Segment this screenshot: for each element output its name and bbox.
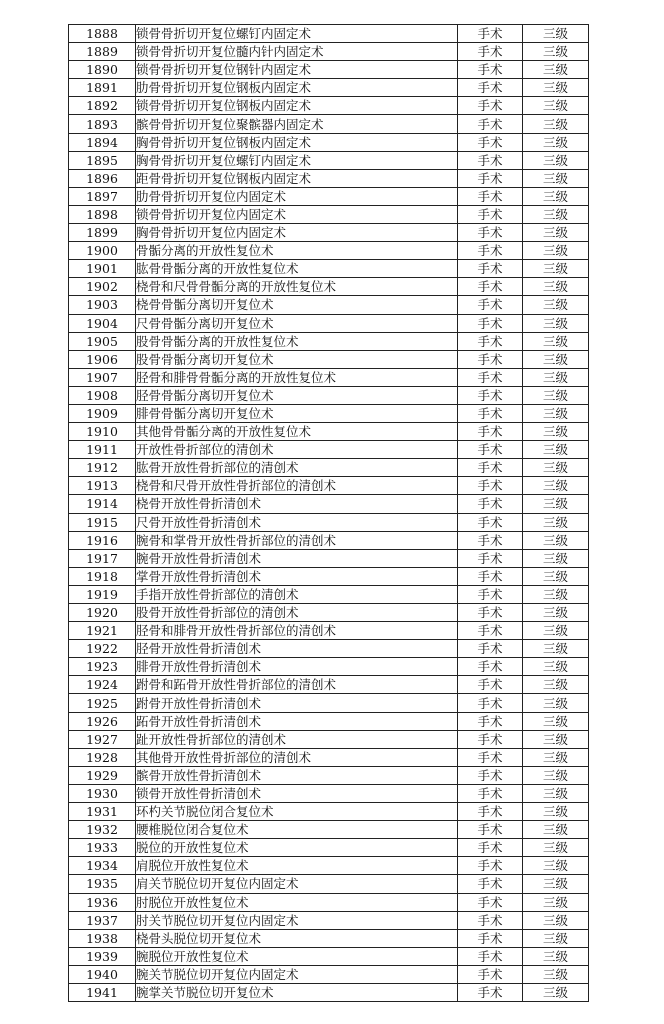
procedure-type-cell: 手术 (458, 622, 523, 640)
procedure-name-cell: 胸骨骨折切开复位内固定术 (136, 224, 458, 242)
procedure-name-cell: 桡骨骨骺分离切开复位术 (136, 296, 458, 314)
procedure-type-cell: 手术 (458, 712, 523, 730)
row-number-cell: 1909 (69, 404, 136, 422)
row-number-cell: 1930 (69, 784, 136, 802)
row-number-cell: 1931 (69, 803, 136, 821)
procedure-type-cell: 手术 (458, 169, 523, 187)
procedure-type-cell: 手术 (458, 983, 523, 1001)
procedure-type-cell: 手术 (458, 332, 523, 350)
procedure-level-cell: 三级 (523, 43, 589, 61)
procedure-level-cell: 三级 (523, 187, 589, 205)
row-number-cell: 1938 (69, 929, 136, 947)
table-row (69, 694, 589, 712)
procedure-type-cell: 手术 (458, 821, 523, 839)
row-number-cell: 1889 (69, 43, 136, 61)
row-number-cell: 1935 (69, 875, 136, 893)
procedure-type-cell: 手术 (458, 839, 523, 857)
table-row (69, 368, 589, 386)
procedure-level-cell: 三级 (523, 314, 589, 332)
procedure-type-cell: 手术 (458, 585, 523, 603)
row-number-cell: 1941 (69, 983, 136, 1001)
table-row (69, 296, 589, 314)
table-row (69, 187, 589, 205)
row-number-cell: 1892 (69, 97, 136, 115)
row-number-cell: 1910 (69, 423, 136, 441)
row-number-cell: 1896 (69, 169, 136, 187)
table-row (69, 875, 589, 893)
procedure-level-cell: 三级 (523, 151, 589, 169)
procedure-level-cell: 三级 (523, 224, 589, 242)
procedure-level-cell: 三级 (523, 640, 589, 658)
table-row (69, 730, 589, 748)
row-number-cell: 1936 (69, 893, 136, 911)
procedure-type-cell: 手术 (458, 314, 523, 332)
procedure-level-cell: 三级 (523, 965, 589, 983)
procedure-level-cell: 三级 (523, 169, 589, 187)
procedure-name-cell: 尺骨开放性骨折清创术 (136, 513, 458, 531)
procedure-name-cell: 距骨骨折切开复位钢板内固定术 (136, 169, 458, 187)
procedure-type-cell: 手术 (458, 929, 523, 947)
row-number-cell: 1911 (69, 441, 136, 459)
table-row (69, 79, 589, 97)
procedure-type-cell: 手术 (458, 784, 523, 802)
procedure-type-cell: 手术 (458, 604, 523, 622)
procedure-level-cell: 三级 (523, 296, 589, 314)
procedure-name-cell: 其他骨开放性骨折部位的清创术 (136, 748, 458, 766)
procedure-name-cell: 跗骨和跖骨开放性骨折部位的清创术 (136, 676, 458, 694)
procedure-type-cell: 手术 (458, 459, 523, 477)
row-number-cell: 1919 (69, 585, 136, 603)
table-row (69, 929, 589, 947)
procedure-level-cell: 三级 (523, 133, 589, 151)
procedure-type-cell: 手术 (458, 115, 523, 133)
table-row (69, 332, 589, 350)
procedure-level-cell: 三级 (523, 784, 589, 802)
procedure-type-cell: 手术 (458, 766, 523, 784)
procedure-level-cell: 三级 (523, 205, 589, 223)
procedure-type-cell: 手术 (458, 205, 523, 223)
table-row (69, 531, 589, 549)
row-number-cell: 1888 (69, 25, 136, 43)
procedure-type-cell: 手术 (458, 260, 523, 278)
table-row (69, 386, 589, 404)
table-row (69, 278, 589, 296)
table-row (69, 676, 589, 694)
row-number-cell: 1900 (69, 242, 136, 260)
table-row (69, 459, 589, 477)
procedure-type-cell: 手术 (458, 658, 523, 676)
row-number-cell: 1929 (69, 766, 136, 784)
procedure-name-cell: 肋骨骨折切开复位内固定术 (136, 187, 458, 205)
table-row (69, 224, 589, 242)
table-row (69, 97, 589, 115)
procedure-type-cell: 手术 (458, 61, 523, 79)
table-row (69, 169, 589, 187)
procedure-name-cell: 肩关节脱位切开复位内固定术 (136, 875, 458, 893)
procedure-level-cell: 三级 (523, 495, 589, 513)
row-number-cell: 1894 (69, 133, 136, 151)
procedure-table (68, 24, 589, 1002)
row-number-cell: 1922 (69, 640, 136, 658)
table-row (69, 25, 589, 43)
procedure-name-cell: 尺骨骨骺分离切开复位术 (136, 314, 458, 332)
table-row (69, 784, 589, 802)
table-row (69, 983, 589, 1001)
procedure-type-cell: 手术 (458, 386, 523, 404)
row-number-cell: 1920 (69, 604, 136, 622)
table-row (69, 821, 589, 839)
procedure-name-cell: 腕脱位开放性复位术 (136, 947, 458, 965)
row-number-cell: 1903 (69, 296, 136, 314)
procedure-level-cell: 三级 (523, 983, 589, 1001)
procedure-level-cell: 三级 (523, 477, 589, 495)
procedure-level-cell: 三级 (523, 404, 589, 422)
procedure-type-cell: 手术 (458, 97, 523, 115)
procedure-name-cell: 趾开放性骨折部位的清创术 (136, 730, 458, 748)
row-number-cell: 1893 (69, 115, 136, 133)
procedure-level-cell: 三级 (523, 350, 589, 368)
procedure-name-cell: 桡骨头脱位切开复位术 (136, 929, 458, 947)
table-row (69, 585, 589, 603)
table-row (69, 549, 589, 567)
procedure-type-cell: 手术 (458, 224, 523, 242)
procedure-level-cell: 三级 (523, 97, 589, 115)
table-row (69, 622, 589, 640)
row-number-cell: 1905 (69, 332, 136, 350)
procedure-name-cell: 胸骨骨折切开复位钢板内固定术 (136, 133, 458, 151)
procedure-level-cell: 三级 (523, 79, 589, 97)
table-row (69, 766, 589, 784)
procedure-level-cell: 三级 (523, 441, 589, 459)
procedure-name-cell: 环杓关节脱位闭合复位术 (136, 803, 458, 821)
row-number-cell: 1927 (69, 730, 136, 748)
row-number-cell: 1898 (69, 205, 136, 223)
procedure-type-cell: 手术 (458, 531, 523, 549)
row-number-cell: 1899 (69, 224, 136, 242)
procedure-level-cell: 三级 (523, 260, 589, 278)
procedure-name-cell: 跗骨开放性骨折清创术 (136, 694, 458, 712)
procedure-level-cell: 三级 (523, 549, 589, 567)
procedure-level-cell: 三级 (523, 839, 589, 857)
procedure-type-cell: 手术 (458, 242, 523, 260)
procedure-name-cell: 腕关节脱位切开复位内固定术 (136, 965, 458, 983)
table-row (69, 857, 589, 875)
table-row (69, 567, 589, 585)
table-row (69, 43, 589, 61)
procedure-name-cell: 腰椎脱位闭合复位术 (136, 821, 458, 839)
procedure-name-cell: 肩脱位开放性复位术 (136, 857, 458, 875)
row-number-cell: 1928 (69, 748, 136, 766)
table-row (69, 965, 589, 983)
procedure-level-cell: 三级 (523, 459, 589, 477)
procedure-name-cell: 髌骨开放性骨折清创术 (136, 766, 458, 784)
row-number-cell: 1891 (69, 79, 136, 97)
procedure-name-cell: 开放性骨折部位的清创术 (136, 441, 458, 459)
procedure-level-cell: 三级 (523, 61, 589, 79)
procedure-type-cell: 手术 (458, 513, 523, 531)
table-row (69, 911, 589, 929)
table-row (69, 350, 589, 368)
procedure-name-cell: 跖骨开放性骨折清创术 (136, 712, 458, 730)
table-row (69, 513, 589, 531)
procedure-name-cell: 腕骨和掌骨开放性骨折部位的清创术 (136, 531, 458, 549)
procedure-name-cell: 腕掌关节脱位切开复位术 (136, 983, 458, 1001)
procedure-name-cell: 股骨骨骺分离切开复位术 (136, 350, 458, 368)
procedure-type-cell: 手术 (458, 133, 523, 151)
table-row (69, 441, 589, 459)
procedure-type-cell: 手术 (458, 748, 523, 766)
table-row (69, 893, 589, 911)
procedure-type-cell: 手术 (458, 43, 523, 61)
procedure-level-cell: 三级 (523, 676, 589, 694)
procedure-level-cell: 三级 (523, 386, 589, 404)
procedure-name-cell: 锁骨骨折切开复位髓内针内固定术 (136, 43, 458, 61)
procedure-type-cell: 手术 (458, 694, 523, 712)
procedure-type-cell: 手术 (458, 947, 523, 965)
procedure-type-cell: 手术 (458, 730, 523, 748)
table-row (69, 314, 589, 332)
table-row (69, 242, 589, 260)
procedure-name-cell: 髌骨骨折切开复位聚髌器内固定术 (136, 115, 458, 133)
procedure-level-cell: 三级 (523, 875, 589, 893)
procedure-name-cell: 桡骨和尺骨开放性骨折部位的清创术 (136, 477, 458, 495)
procedure-name-cell: 桡骨和尺骨骨骺分离的开放性复位术 (136, 278, 458, 296)
procedure-type-cell: 手术 (458, 965, 523, 983)
procedure-level-cell: 三级 (523, 947, 589, 965)
table-row (69, 947, 589, 965)
procedure-name-cell: 腕骨开放性骨折清创术 (136, 549, 458, 567)
row-number-cell: 1901 (69, 260, 136, 278)
procedure-type-cell: 手术 (458, 893, 523, 911)
table-row (69, 151, 589, 169)
procedure-name-cell: 掌骨开放性骨折清创术 (136, 567, 458, 585)
procedure-name-cell: 肱骨开放性骨折部位的清创术 (136, 459, 458, 477)
table-row (69, 404, 589, 422)
procedure-level-cell: 三级 (523, 604, 589, 622)
table-row (69, 640, 589, 658)
row-number-cell: 1895 (69, 151, 136, 169)
table-row (69, 423, 589, 441)
procedure-level-cell: 三级 (523, 368, 589, 386)
row-number-cell: 1934 (69, 857, 136, 875)
procedure-name-cell: 胫骨骨骺分离切开复位术 (136, 386, 458, 404)
procedure-level-cell: 三级 (523, 332, 589, 350)
procedure-type-cell: 手术 (458, 676, 523, 694)
table-row (69, 748, 589, 766)
row-number-cell: 1912 (69, 459, 136, 477)
procedure-level-cell: 三级 (523, 25, 589, 43)
procedure-type-cell: 手术 (458, 296, 523, 314)
table-row (69, 133, 589, 151)
row-number-cell: 1921 (69, 622, 136, 640)
procedure-type-cell: 手术 (458, 350, 523, 368)
procedure-level-cell: 三级 (523, 712, 589, 730)
table-row (69, 604, 589, 622)
procedure-type-cell: 手术 (458, 857, 523, 875)
row-number-cell: 1932 (69, 821, 136, 839)
procedure-type-cell: 手术 (458, 441, 523, 459)
procedure-name-cell: 腓骨开放性骨折清创术 (136, 658, 458, 676)
procedure-type-cell: 手术 (458, 404, 523, 422)
procedure-type-cell: 手术 (458, 549, 523, 567)
table-row (69, 477, 589, 495)
row-number-cell: 1897 (69, 187, 136, 205)
procedure-type-cell: 手术 (458, 151, 523, 169)
row-number-cell: 1933 (69, 839, 136, 857)
procedure-name-cell: 肘脱位开放性复位术 (136, 893, 458, 911)
procedure-type-cell: 手术 (458, 368, 523, 386)
procedure-name-cell: 其他骨骨骺分离的开放性复位术 (136, 423, 458, 441)
procedure-name-cell: 肘关节脱位切开复位内固定术 (136, 911, 458, 929)
row-number-cell: 1939 (69, 947, 136, 965)
row-number-cell: 1937 (69, 911, 136, 929)
procedure-name-cell: 肱骨骨骺分离的开放性复位术 (136, 260, 458, 278)
procedure-level-cell: 三级 (523, 658, 589, 676)
procedure-name-cell: 锁骨开放性骨折清创术 (136, 784, 458, 802)
procedure-level-cell: 三级 (523, 803, 589, 821)
procedure-level-cell: 三级 (523, 766, 589, 784)
row-number-cell: 1916 (69, 531, 136, 549)
procedure-name-cell: 肋骨骨折切开复位钢板内固定术 (136, 79, 458, 97)
procedure-level-cell: 三级 (523, 929, 589, 947)
procedure-level-cell: 三级 (523, 585, 589, 603)
row-number-cell: 1926 (69, 712, 136, 730)
row-number-cell: 1908 (69, 386, 136, 404)
procedure-name-cell: 锁骨骨折切开复位钢板内固定术 (136, 97, 458, 115)
row-number-cell: 1925 (69, 694, 136, 712)
procedure-type-cell: 手术 (458, 495, 523, 513)
procedure-type-cell: 手术 (458, 911, 523, 929)
procedure-name-cell: 胫骨开放性骨折清创术 (136, 640, 458, 658)
procedure-type-cell: 手术 (458, 278, 523, 296)
procedure-level-cell: 三级 (523, 622, 589, 640)
procedure-type-cell: 手术 (458, 187, 523, 205)
table-row (69, 205, 589, 223)
procedure-name-cell: 锁骨骨折切开复位钢针内固定术 (136, 61, 458, 79)
row-number-cell: 1914 (69, 495, 136, 513)
table-row (69, 495, 589, 513)
table-row (69, 61, 589, 79)
procedure-level-cell: 三级 (523, 423, 589, 441)
procedure-type-cell: 手术 (458, 477, 523, 495)
table-row (69, 803, 589, 821)
procedure-type-cell: 手术 (458, 640, 523, 658)
procedure-level-cell: 三级 (523, 513, 589, 531)
table-row (69, 260, 589, 278)
procedure-name-cell: 股骨骨骺分离的开放性复位术 (136, 332, 458, 350)
procedure-type-cell: 手术 (458, 25, 523, 43)
row-number-cell: 1906 (69, 350, 136, 368)
procedure-type-cell: 手术 (458, 79, 523, 97)
procedure-level-cell: 三级 (523, 911, 589, 929)
procedure-level-cell: 三级 (523, 893, 589, 911)
table-row (69, 658, 589, 676)
row-number-cell: 1902 (69, 278, 136, 296)
procedure-name-cell: 胫骨和腓骨开放性骨折部位的清创术 (136, 622, 458, 640)
procedure-level-cell: 三级 (523, 115, 589, 133)
procedure-level-cell: 三级 (523, 821, 589, 839)
procedure-type-cell: 手术 (458, 803, 523, 821)
table-row (69, 839, 589, 857)
procedure-level-cell: 三级 (523, 694, 589, 712)
procedure-name-cell: 骨骺分离的开放性复位术 (136, 242, 458, 260)
procedure-name-cell: 桡骨开放性骨折清创术 (136, 495, 458, 513)
procedure-level-cell: 三级 (523, 748, 589, 766)
procedure-name-cell: 股骨开放性骨折部位的清创术 (136, 604, 458, 622)
row-number-cell: 1890 (69, 61, 136, 79)
row-number-cell: 1918 (69, 567, 136, 585)
row-number-cell: 1924 (69, 676, 136, 694)
procedure-name-cell: 腓骨骨骺分离切开复位术 (136, 404, 458, 422)
procedure-level-cell: 三级 (523, 857, 589, 875)
procedure-table-body (69, 25, 589, 1002)
procedure-name-cell: 手指开放性骨折部位的清创术 (136, 585, 458, 603)
procedure-level-cell: 三级 (523, 531, 589, 549)
procedure-level-cell: 三级 (523, 242, 589, 260)
procedure-type-cell: 手术 (458, 423, 523, 441)
row-number-cell: 1913 (69, 477, 136, 495)
procedure-type-cell: 手术 (458, 875, 523, 893)
procedure-name-cell: 脱位的开放性复位术 (136, 839, 458, 857)
procedure-level-cell: 三级 (523, 567, 589, 585)
procedure-name-cell: 胸骨骨折切开复位螺钉内固定术 (136, 151, 458, 169)
procedure-name-cell: 胫骨和腓骨骨骺分离的开放性复位术 (136, 368, 458, 386)
procedure-name-cell: 锁骨骨折切开复位内固定术 (136, 205, 458, 223)
table-row (69, 115, 589, 133)
row-number-cell: 1940 (69, 965, 136, 983)
row-number-cell: 1923 (69, 658, 136, 676)
procedure-level-cell: 三级 (523, 278, 589, 296)
row-number-cell: 1915 (69, 513, 136, 531)
row-number-cell: 1917 (69, 549, 136, 567)
procedure-name-cell: 锁骨骨折切开复位螺钉内固定术 (136, 25, 458, 43)
procedure-level-cell: 三级 (523, 730, 589, 748)
row-number-cell: 1904 (69, 314, 136, 332)
row-number-cell: 1907 (69, 368, 136, 386)
procedure-type-cell: 手术 (458, 567, 523, 585)
table-row (69, 712, 589, 730)
